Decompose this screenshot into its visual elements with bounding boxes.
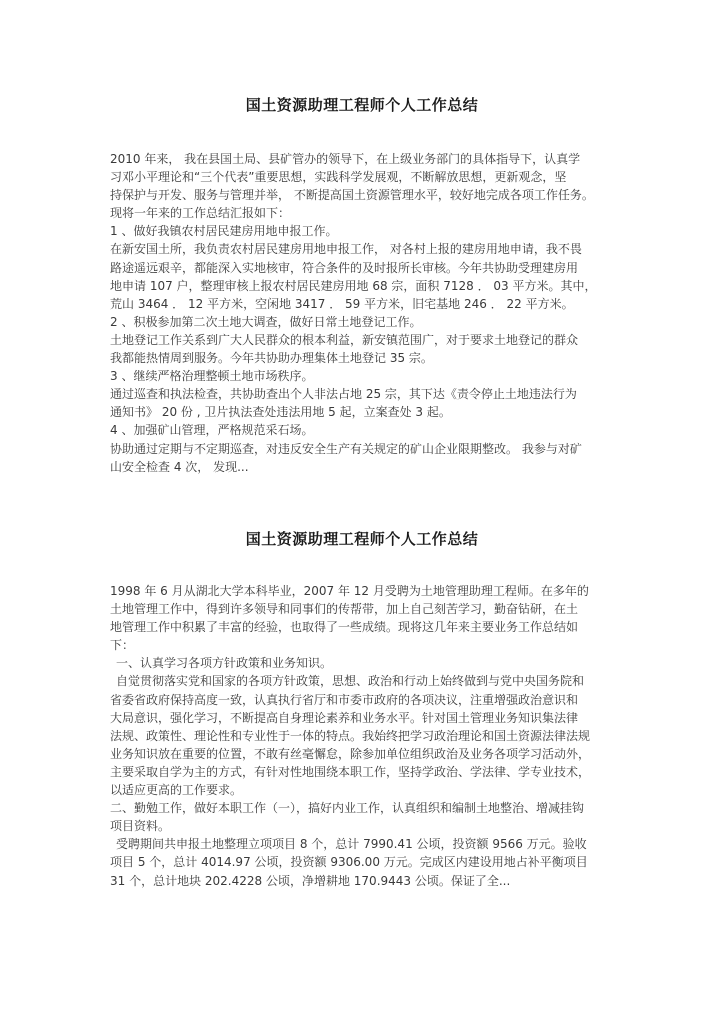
doc1-line: 3 、继续严格治理整顿土地市场秩序。	[110, 369, 314, 384]
doc2-line: 受聘期间共申报土地整理立项项目 8 个，总计 7990.41 公顷，投资额 9566 万元。验收	[116, 837, 587, 852]
doc1-line: 习邓小平理论和“三个代表”重要思想，实践科学发展观，不断解放思想，更新观念，坚	[110, 170, 567, 185]
doc2-line: 土地管理工作中，得到许多领导和同事们的传帮带，加上自己刻苦学习，勤奋钻研，在土	[110, 602, 579, 617]
doc1-line: 1 、做好我镇农村居民建房用地申报工作。	[110, 224, 338, 239]
doc2-line: 地管理工作中积累了丰富的经验，也取得了一些成绩。现将这几年来主要业务工作总结如	[110, 620, 579, 635]
doc2-line: 31 个，总计地块 202.4228 公顷，净增耕地 170.9443 公顷。保证了全...	[110, 873, 511, 888]
doc1-line: 在新安国土所，我负责农村居民建房用地申报工作， 对各村上报的建房用地申请，我不畏	[110, 242, 582, 257]
doc2-line: 大局意识，强化学习，不断提高自身理论素养和业务水平。针对国土管理业务知识集法律	[110, 710, 579, 725]
doc2-line: 法规、政策性、理论性和专业性于一体的特点。我始终把学习政治理论和国土资源法律法规	[110, 728, 591, 743]
doc1-title: 国土资源助理工程师个人工作总结	[245, 96, 479, 114]
doc1-line: 2010 年来， 我在县国土局、县矿管办的领导下，在上级业务部门的具体指导下，认真学	[110, 152, 581, 166]
doc1-line: 山安全检查 4 次， 发现...	[110, 459, 249, 474]
doc2-line: 业务知识放在重要的位置，不敢有丝毫懈怠，除参加单位组织政治及业务各项学习活动外，	[110, 746, 591, 761]
doc2-title: 国土资源助理工程师个人工作总结	[245, 530, 479, 548]
doc1-line: 持保护与开发、服务与管理并举， 不断提高国土资源管理水平，较好地完成各项工作任务。	[110, 188, 594, 203]
doc2-line: 主要采取自学为主的方式，有针对性地围绕本职工作，坚持学政治、学法律、学专业技术，	[110, 764, 591, 779]
doc2-line: 项目 5 个，总计 4014.97 公顷，投资额 9306.00 万元。完成区内建设用地占补平衡项目	[110, 855, 588, 870]
doc2-line: 1998 年 6 月从湖北大学本科毕业，2007 年 12 月受聘为土地管理助理工程师。在多年的	[110, 584, 589, 598]
doc1-line: 通过巡查和执法检查，共协助查出个人非法占地 25 宗，其下达《责令停止土地违法行为	[110, 387, 577, 402]
doc1-line: 路途遥远艰辛，都能深入实地核审，符合条件的及时报所长审核。今年共协助受理建房用	[110, 260, 579, 275]
doc2-body	[110, 582, 630, 890]
doc2-line: 项目资料。	[110, 819, 171, 834]
doc2-line: 省委省政府保持高度一致，认真执行省厅和市委市政府的各项决议，注重增强政治意识和	[110, 692, 579, 707]
doc1-line: 土地登记工作关系到广大人民群众的根本利益，新安镇范围广，对于要求土地登记的群众	[110, 332, 579, 347]
doc2-line: 下：	[110, 638, 135, 653]
doc1-line: 地申请 107 户，整理审核上报农村居民建房用地 68 宗，面积 7128 ． 03 平方米。其中，	[110, 278, 597, 293]
doc2-line: 一、认真学习各项方针政策和业务知识。	[116, 656, 333, 671]
doc1-line: 我都能热情周到服务。今年共协助办理集体土地登记 35 宗。	[110, 351, 433, 366]
doc1-line: 协助通过定期与不定期巡查，对违反安全生产有关规定的矿山企业限期整改。 我参与对矿	[110, 441, 582, 456]
doc2-line: 自觉贯彻落实党和国家的各项方针政策，思想、政治和行动上始终做到与党中央国务院和	[116, 674, 585, 689]
doc1-line: 2 、积极参加第二次土地大调查，做好日常土地登记工作。	[110, 314, 422, 329]
doc2-line: 二、勤勉工作，做好本职工作（一），搞好内业工作，认真组织和编制土地整治、增减挂钩	[110, 801, 585, 816]
doc1-body	[110, 150, 630, 476]
doc1-line: 通知书》 20 份 , 卫片执法查处违法用地 5 起，立案查处 3 起。	[110, 405, 451, 420]
doc2-line: 以适应更高的工作要求。	[110, 783, 243, 798]
doc1-line: 现将一年来的工作总结汇报如下：	[110, 206, 291, 221]
doc1-line: 荒山 3464 ． 12 平方米，空闲地 3417 ． 59 平方米，旧宅基地 246 ． 22 平方米。	[110, 296, 574, 311]
doc1-line: 4 、加强矿山管理，严格规范采石场。	[110, 423, 314, 438]
